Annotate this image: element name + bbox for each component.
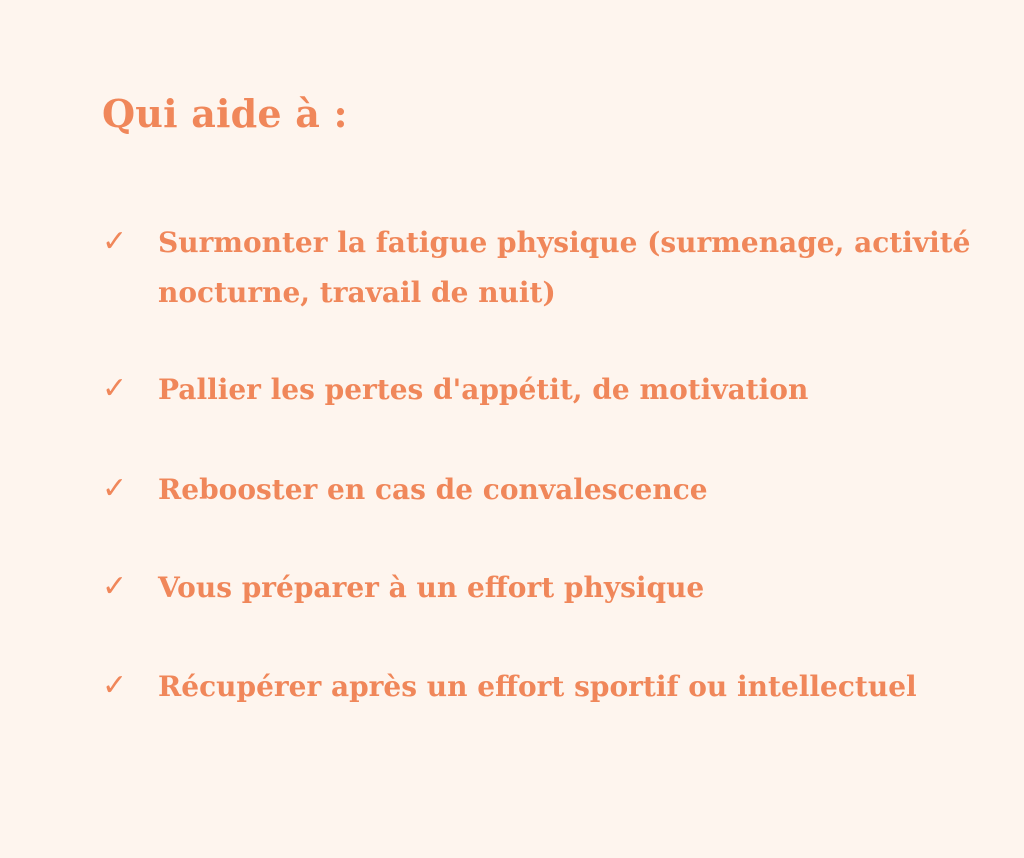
benefit-text: Récupérer après un effort sportif ou intellectuel — [158, 670, 917, 703]
checkmark-icon: ✓ — [102, 569, 128, 604]
checkmark-icon: ✓ — [102, 224, 128, 259]
benefit-text: Rebooster en cas de convalescence — [158, 473, 708, 506]
benefit-text: Vous préparer à un effort physique — [158, 571, 705, 604]
checkmark-icon: ✓ — [102, 471, 128, 506]
checkmark-icon: ✓ — [102, 371, 128, 406]
section-title: Qui aide à : — [102, 91, 348, 136]
benefit-text: Pallier les pertes d'appétit, de motivation — [158, 373, 809, 406]
checkmark-icon: ✓ — [102, 668, 128, 703]
benefit-text: Surmonter la fatigue physique (surmenage, activité nocturne, travail de nuit) — [158, 226, 971, 309]
